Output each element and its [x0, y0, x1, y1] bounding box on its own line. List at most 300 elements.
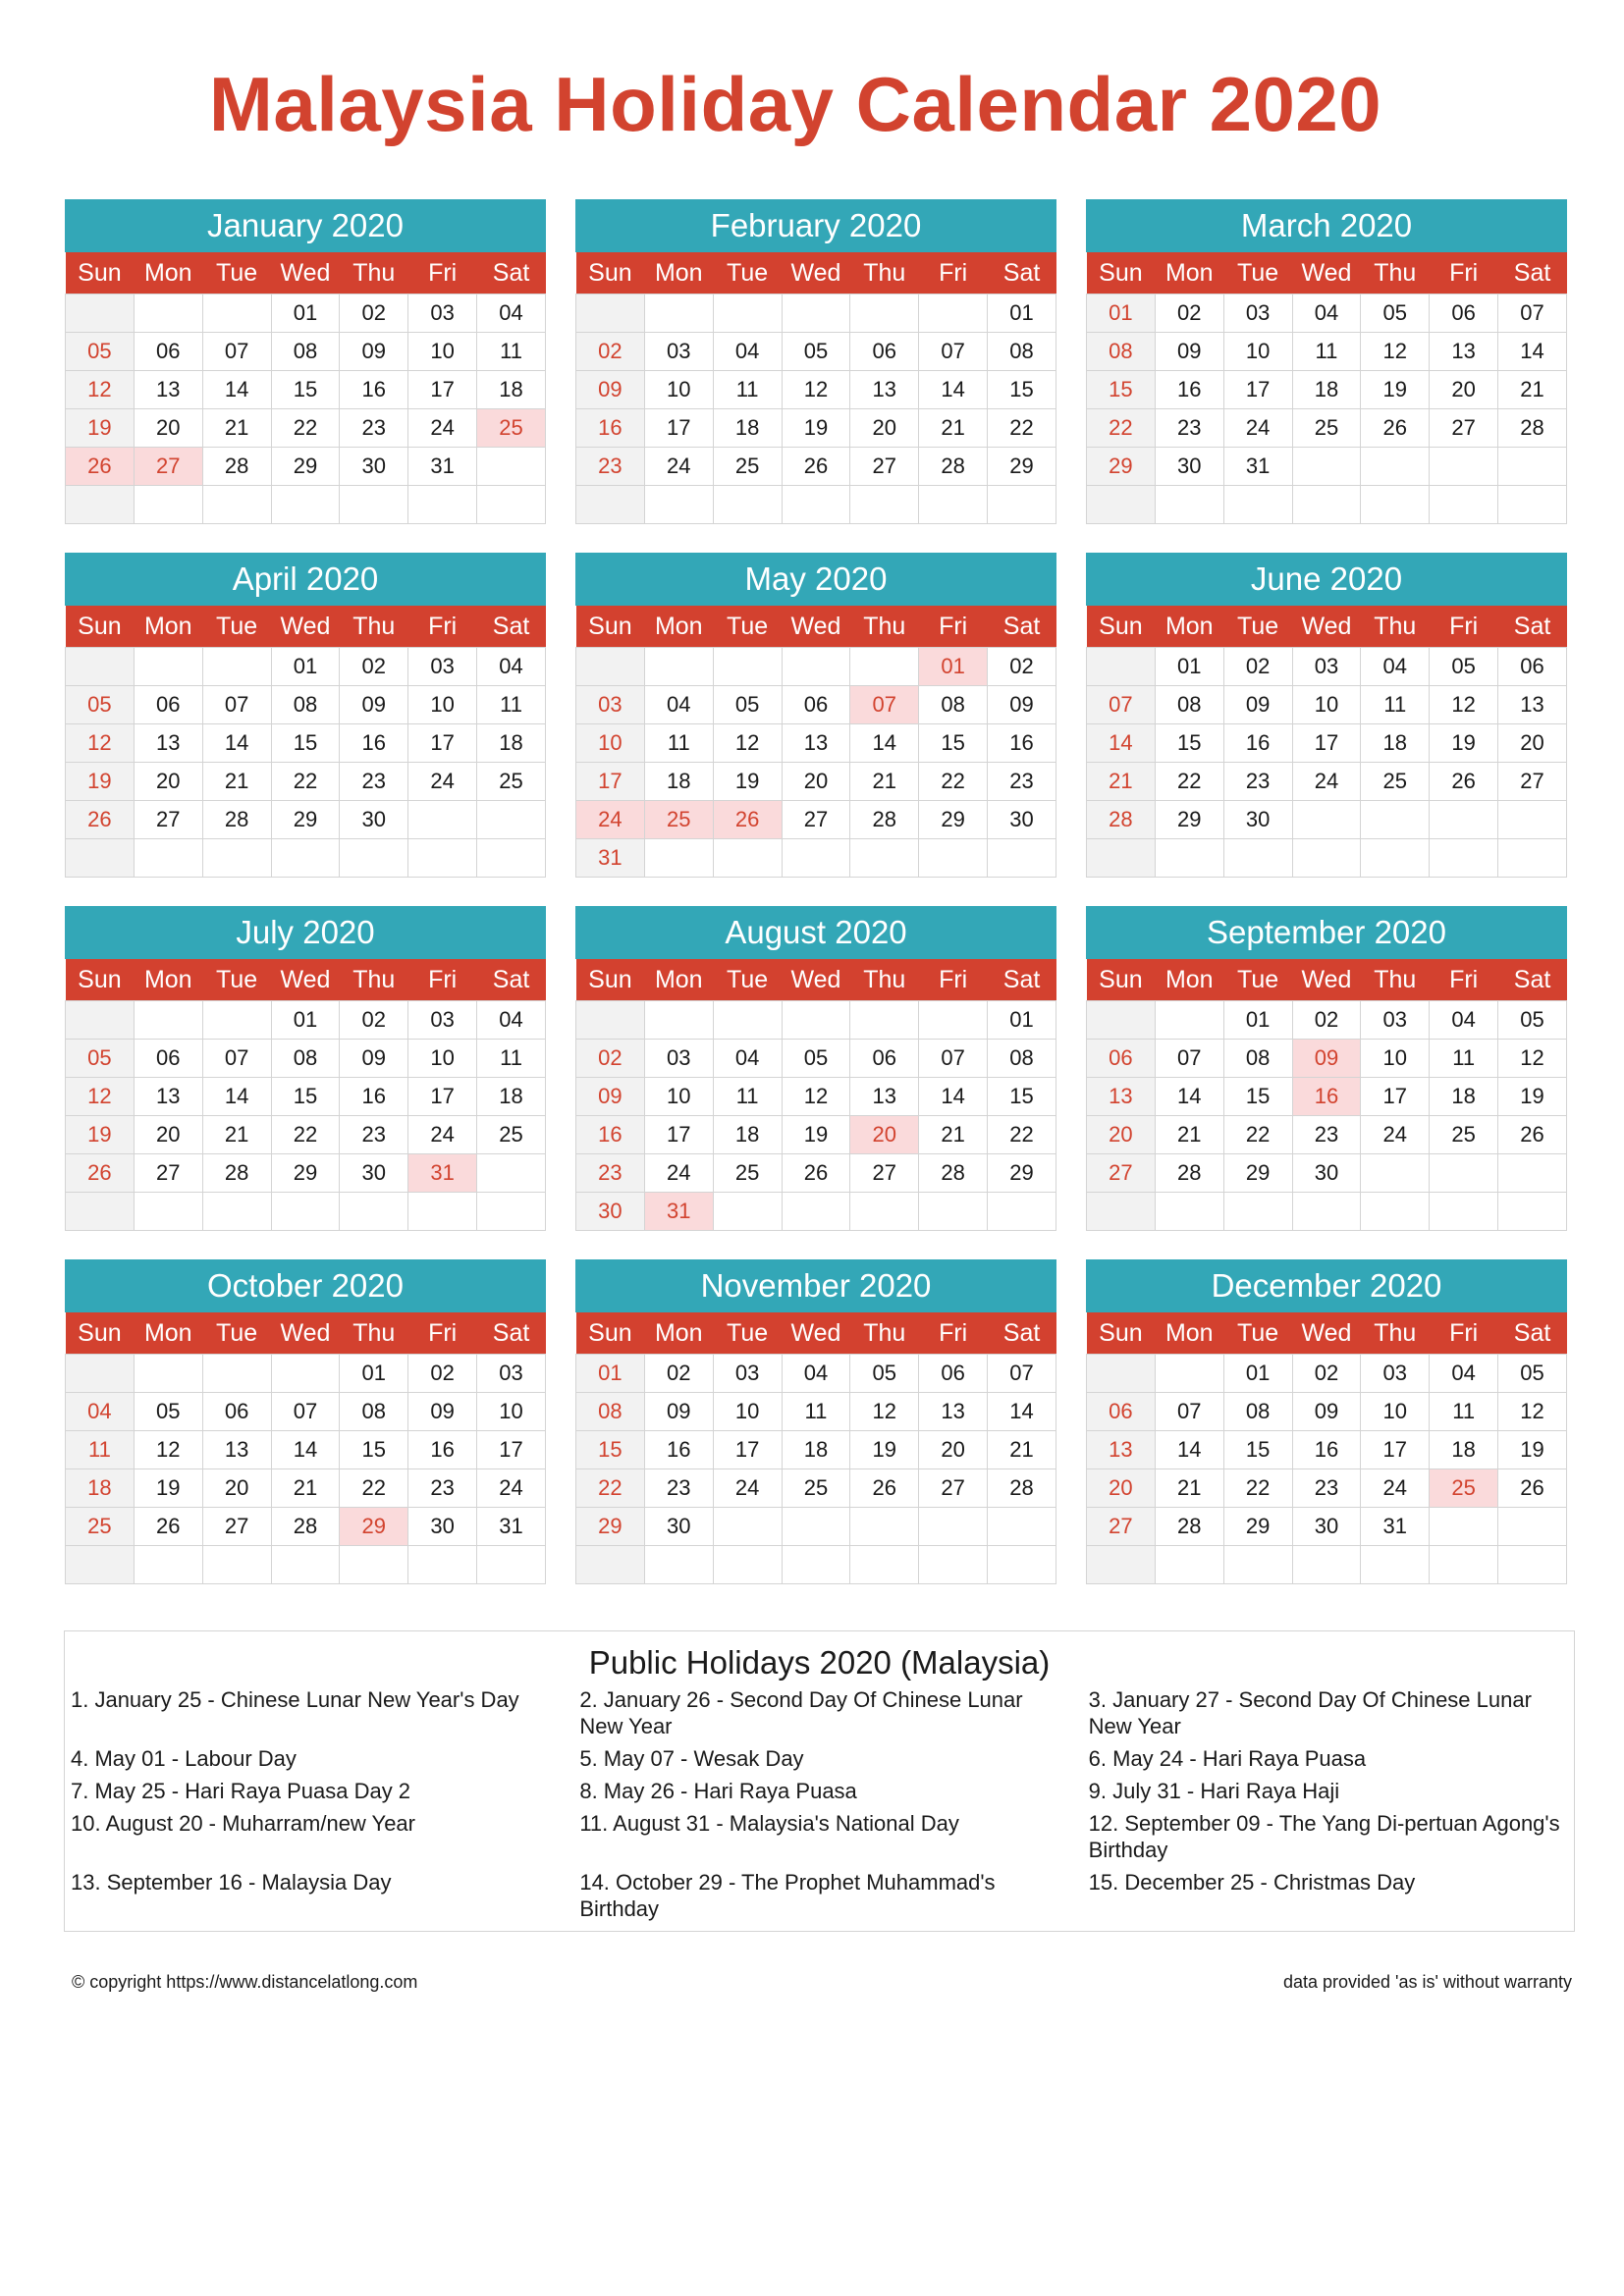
weekday-header: Sat	[477, 606, 546, 648]
month-title: January 2020	[65, 199, 546, 252]
empty-day-cell	[477, 839, 546, 878]
empty-day-cell	[1498, 448, 1567, 486]
day-cell: 26	[66, 1154, 135, 1193]
day-cell: 04	[644, 686, 713, 724]
empty-day-cell	[1292, 801, 1361, 839]
day-cell: 08	[988, 1040, 1056, 1078]
day-cell: 10	[644, 1078, 713, 1116]
weekday-header: Tue	[202, 252, 271, 294]
empty-day-cell	[919, 294, 988, 333]
month-title: November 2020	[575, 1259, 1056, 1312]
day-cell: 07	[202, 686, 271, 724]
day-cell: 01	[1223, 1001, 1292, 1040]
holiday-item: 13. September 16 - Malaysia Day	[71, 1870, 392, 1895]
empty-day-cell	[1087, 1546, 1156, 1584]
weekday-header: Fri	[919, 252, 988, 294]
day-cell: 30	[340, 801, 408, 839]
day-cell: 25	[1292, 409, 1361, 448]
day-cell: 21	[1498, 371, 1567, 409]
day-cell: 31	[408, 1154, 477, 1193]
month-calendar	[65, 199, 546, 523]
weekday-header: Thu	[850, 1312, 919, 1355]
day-cell: 22	[1155, 763, 1223, 801]
day-cell: 07	[988, 1355, 1056, 1393]
day-cell: 11	[1361, 686, 1430, 724]
day-cell: 02	[340, 648, 408, 686]
empty-day-cell	[1087, 1001, 1156, 1040]
day-cell: 18	[1430, 1431, 1498, 1469]
day-cell: 04	[477, 648, 546, 686]
day-cell: 26	[66, 448, 135, 486]
day-cell: 15	[271, 1078, 340, 1116]
day-cell: 25	[1430, 1469, 1498, 1508]
day-cell: 12	[66, 1078, 135, 1116]
weekday-header: Sat	[477, 959, 546, 1001]
day-cell: 07	[202, 333, 271, 371]
day-cell: 07	[1087, 686, 1156, 724]
weekday-header: Wed	[782, 959, 850, 1001]
month-grid	[575, 606, 1056, 878]
empty-day-cell	[134, 294, 202, 333]
day-cell: 06	[1087, 1393, 1156, 1431]
holiday-item: 15. December 25 - Christmas Day	[1088, 1870, 1416, 1895]
day-cell: 24	[408, 1116, 477, 1154]
weekday-header: Sun	[1087, 1312, 1156, 1355]
empty-day-cell	[134, 648, 202, 686]
day-cell: 09	[1292, 1040, 1361, 1078]
weekday-header: Mon	[134, 959, 202, 1001]
empty-day-cell	[713, 294, 782, 333]
weekday-header: Sun	[576, 252, 645, 294]
empty-day-cell	[477, 1154, 546, 1193]
day-cell: 29	[271, 1154, 340, 1193]
day-cell: 08	[271, 1040, 340, 1078]
day-cell: 15	[1155, 724, 1223, 763]
empty-day-cell	[477, 801, 546, 839]
day-cell: 17	[1361, 1078, 1430, 1116]
empty-day-cell	[477, 448, 546, 486]
day-cell: 16	[1292, 1078, 1361, 1116]
day-cell: 26	[850, 1469, 919, 1508]
empty-day-cell	[1430, 801, 1498, 839]
day-cell: 31	[477, 1508, 546, 1546]
holiday-item: 5. May 07 - Wesak Day	[579, 1746, 804, 1771]
holiday-item: 11. August 31 - Malaysia's National Day	[579, 1811, 959, 1836]
day-cell: 21	[988, 1431, 1056, 1469]
weekday-header: Mon	[1155, 959, 1223, 1001]
day-cell: 18	[713, 1116, 782, 1154]
month-calendar	[575, 199, 1056, 523]
month-title: October 2020	[65, 1259, 546, 1312]
day-cell: 05	[782, 333, 850, 371]
day-cell: 12	[1430, 686, 1498, 724]
day-cell: 02	[576, 333, 645, 371]
day-cell: 31	[644, 1193, 713, 1231]
day-cell: 10	[576, 724, 645, 763]
day-cell: 11	[1430, 1393, 1498, 1431]
month-calendar	[575, 1259, 1056, 1583]
day-cell: 01	[919, 648, 988, 686]
day-cell: 06	[202, 1393, 271, 1431]
empty-day-cell	[644, 1001, 713, 1040]
day-cell: 11	[782, 1393, 850, 1431]
day-cell: 25	[644, 801, 713, 839]
day-cell: 24	[1223, 409, 1292, 448]
empty-day-cell	[1223, 1193, 1292, 1231]
day-cell: 23	[1292, 1116, 1361, 1154]
empty-day-cell	[202, 1001, 271, 1040]
day-cell: 21	[919, 409, 988, 448]
day-cell: 07	[919, 333, 988, 371]
day-cell: 23	[340, 409, 408, 448]
day-cell: 27	[850, 1154, 919, 1193]
day-cell: 12	[782, 371, 850, 409]
day-cell: 02	[1292, 1355, 1361, 1393]
weekday-header: Fri	[408, 959, 477, 1001]
month-grid	[1086, 252, 1567, 524]
day-cell: 06	[850, 1040, 919, 1078]
day-cell: 26	[782, 1154, 850, 1193]
day-cell: 23	[1155, 409, 1223, 448]
day-cell: 14	[850, 724, 919, 763]
empty-day-cell	[134, 839, 202, 878]
day-cell: 01	[1155, 648, 1223, 686]
day-cell: 09	[340, 686, 408, 724]
day-cell: 06	[1430, 294, 1498, 333]
empty-day-cell	[271, 486, 340, 524]
day-cell: 13	[782, 724, 850, 763]
weekday-header: Mon	[644, 1312, 713, 1355]
day-cell: 10	[644, 371, 713, 409]
empty-day-cell	[408, 1193, 477, 1231]
weekday-header: Mon	[134, 606, 202, 648]
empty-day-cell	[1155, 1355, 1223, 1393]
day-cell: 07	[271, 1393, 340, 1431]
day-cell: 16	[576, 1116, 645, 1154]
day-cell: 22	[576, 1469, 645, 1508]
weekday-header: Wed	[271, 606, 340, 648]
day-cell: 03	[1361, 1001, 1430, 1040]
empty-day-cell	[713, 1546, 782, 1584]
day-cell: 26	[713, 801, 782, 839]
day-cell: 07	[1155, 1040, 1223, 1078]
day-cell: 15	[340, 1431, 408, 1469]
day-cell: 11	[66, 1431, 135, 1469]
empty-day-cell	[1155, 839, 1223, 878]
day-cell: 18	[782, 1431, 850, 1469]
day-cell: 13	[850, 371, 919, 409]
empty-day-cell	[988, 839, 1056, 878]
day-cell: 29	[1155, 801, 1223, 839]
month-calendar	[65, 1259, 546, 1583]
day-cell: 05	[1498, 1001, 1567, 1040]
day-cell: 12	[1498, 1040, 1567, 1078]
day-cell: 01	[271, 648, 340, 686]
empty-day-cell	[713, 1193, 782, 1231]
day-cell: 11	[713, 1078, 782, 1116]
day-cell: 12	[66, 724, 135, 763]
empty-day-cell	[1430, 1154, 1498, 1193]
empty-day-cell	[134, 1355, 202, 1393]
day-cell: 29	[271, 448, 340, 486]
weekday-header: Thu	[1361, 1312, 1430, 1355]
day-cell: 24	[1361, 1469, 1430, 1508]
weekday-header: Mon	[1155, 252, 1223, 294]
day-cell: 17	[408, 724, 477, 763]
empty-day-cell	[919, 839, 988, 878]
day-cell: 14	[202, 371, 271, 409]
weekday-header: Tue	[1223, 252, 1292, 294]
empty-day-cell	[850, 1508, 919, 1546]
day-cell: 13	[919, 1393, 988, 1431]
empty-day-cell	[1430, 448, 1498, 486]
empty-day-cell	[1087, 648, 1156, 686]
empty-day-cell	[340, 486, 408, 524]
day-cell: 19	[66, 409, 135, 448]
day-cell: 03	[408, 294, 477, 333]
month-title: September 2020	[1086, 906, 1567, 959]
empty-day-cell	[1430, 1193, 1498, 1231]
day-cell: 30	[340, 448, 408, 486]
empty-day-cell	[919, 486, 988, 524]
day-cell: 08	[271, 686, 340, 724]
day-cell: 20	[1430, 371, 1498, 409]
empty-day-cell	[66, 486, 135, 524]
day-cell: 27	[202, 1508, 271, 1546]
empty-day-cell	[850, 1546, 919, 1584]
day-cell: 29	[271, 801, 340, 839]
day-cell: 21	[202, 409, 271, 448]
day-cell: 25	[1430, 1116, 1498, 1154]
day-cell: 05	[713, 686, 782, 724]
day-cell: 20	[134, 763, 202, 801]
empty-day-cell	[408, 486, 477, 524]
day-cell: 13	[850, 1078, 919, 1116]
empty-day-cell	[919, 1193, 988, 1231]
day-cell: 06	[134, 1040, 202, 1078]
day-cell: 20	[850, 1116, 919, 1154]
weekday-header: Tue	[713, 252, 782, 294]
weekday-header: Tue	[202, 606, 271, 648]
day-cell: 26	[1498, 1469, 1567, 1508]
day-cell: 22	[1087, 409, 1156, 448]
day-cell: 01	[271, 294, 340, 333]
day-cell: 04	[713, 333, 782, 371]
empty-day-cell	[134, 486, 202, 524]
empty-day-cell	[1430, 839, 1498, 878]
month-grid	[65, 606, 546, 878]
day-cell: 02	[408, 1355, 477, 1393]
month-grid	[65, 959, 546, 1231]
weekday-header: Sun	[66, 1312, 135, 1355]
day-cell: 21	[202, 1116, 271, 1154]
day-cell: 23	[576, 448, 645, 486]
empty-day-cell	[850, 1001, 919, 1040]
day-cell: 14	[1155, 1431, 1223, 1469]
day-cell: 13	[134, 1078, 202, 1116]
day-cell: 09	[1155, 333, 1223, 371]
day-cell: 22	[271, 763, 340, 801]
holiday-item: 1. January 25 - Chinese Lunar New Year's Day	[71, 1687, 519, 1712]
day-cell: 25	[713, 448, 782, 486]
day-cell: 24	[477, 1469, 546, 1508]
empty-day-cell	[1498, 839, 1567, 878]
day-cell: 28	[1087, 801, 1156, 839]
day-cell: 22	[1223, 1469, 1292, 1508]
day-cell: 01	[340, 1355, 408, 1393]
weekday-header: Sun	[576, 1312, 645, 1355]
day-cell: 17	[408, 1078, 477, 1116]
holiday-item: 6. May 24 - Hari Raya Puasa	[1088, 1746, 1367, 1771]
holiday-item: 8. May 26 - Hari Raya Puasa	[579, 1779, 857, 1803]
day-cell: 19	[1498, 1431, 1567, 1469]
month-title: December 2020	[1086, 1259, 1567, 1312]
day-cell: 15	[988, 371, 1056, 409]
day-cell: 24	[408, 763, 477, 801]
weekday-header: Mon	[644, 252, 713, 294]
day-cell: 26	[1361, 409, 1430, 448]
weekday-header: Thu	[850, 959, 919, 1001]
empty-day-cell	[1361, 1546, 1430, 1584]
day-cell: 13	[1430, 333, 1498, 371]
day-cell: 28	[850, 801, 919, 839]
day-cell: 19	[66, 1116, 135, 1154]
empty-day-cell	[1155, 1193, 1223, 1231]
day-cell: 05	[782, 1040, 850, 1078]
day-cell: 27	[782, 801, 850, 839]
weekday-header: Sun	[576, 606, 645, 648]
day-cell: 31	[576, 839, 645, 878]
day-cell: 31	[1223, 448, 1292, 486]
day-cell: 02	[340, 1001, 408, 1040]
weekday-header: Thu	[1361, 252, 1430, 294]
day-cell: 25	[1361, 763, 1430, 801]
weekday-header: Mon	[134, 1312, 202, 1355]
day-cell: 17	[477, 1431, 546, 1469]
weekday-header: Tue	[202, 1312, 271, 1355]
empty-day-cell	[202, 648, 271, 686]
day-cell: 07	[202, 1040, 271, 1078]
day-cell: 03	[477, 1355, 546, 1393]
weekday-header: Sat	[1498, 959, 1567, 1001]
weekday-header: Sat	[477, 1312, 546, 1355]
day-cell: 03	[408, 648, 477, 686]
month-calendar	[65, 906, 546, 1230]
day-cell: 30	[644, 1508, 713, 1546]
empty-day-cell	[408, 1546, 477, 1584]
month-grid	[65, 1312, 546, 1584]
day-cell: 22	[271, 1116, 340, 1154]
day-cell: 06	[782, 686, 850, 724]
day-cell: 24	[1292, 763, 1361, 801]
weekday-header: Tue	[202, 959, 271, 1001]
weekday-header: Sun	[576, 959, 645, 1001]
day-cell: 30	[1155, 448, 1223, 486]
empty-day-cell	[1498, 801, 1567, 839]
day-cell: 17	[576, 763, 645, 801]
day-cell: 20	[134, 409, 202, 448]
day-cell: 14	[919, 371, 988, 409]
day-cell: 23	[340, 1116, 408, 1154]
day-cell: 14	[202, 1078, 271, 1116]
day-cell: 09	[1292, 1393, 1361, 1431]
day-cell: 04	[713, 1040, 782, 1078]
weekday-header: Thu	[340, 252, 408, 294]
day-cell: 12	[1361, 333, 1430, 371]
day-cell: 05	[1361, 294, 1430, 333]
month-calendar	[1086, 553, 1567, 877]
day-cell: 07	[850, 686, 919, 724]
empty-day-cell	[988, 1193, 1056, 1231]
holiday-item: 3. January 27 - Second Day Of Chinese Lunar New Year	[1088, 1687, 1532, 1738]
weekday-header: Sun	[66, 252, 135, 294]
weekday-header: Thu	[850, 252, 919, 294]
day-cell: 23	[1223, 763, 1292, 801]
day-cell: 08	[988, 333, 1056, 371]
day-cell: 08	[1223, 1040, 1292, 1078]
day-cell: 10	[1292, 686, 1361, 724]
day-cell: 16	[644, 1431, 713, 1469]
month-grid	[65, 252, 546, 524]
month-calendar	[575, 553, 1056, 877]
weekday-header: Sat	[988, 959, 1056, 1001]
day-cell: 20	[202, 1469, 271, 1508]
empty-day-cell	[782, 1001, 850, 1040]
day-cell: 21	[850, 763, 919, 801]
weekday-header: Sat	[988, 252, 1056, 294]
day-cell: 11	[713, 371, 782, 409]
empty-day-cell	[713, 1508, 782, 1546]
day-cell: 21	[1155, 1469, 1223, 1508]
empty-day-cell	[271, 1355, 340, 1393]
empty-day-cell	[477, 1193, 546, 1231]
empty-day-cell	[1155, 1001, 1223, 1040]
empty-day-cell	[66, 294, 135, 333]
day-cell: 27	[850, 448, 919, 486]
day-cell: 27	[1087, 1154, 1156, 1193]
day-cell: 05	[66, 1040, 135, 1078]
month-calendar	[575, 906, 1056, 1230]
day-cell: 11	[477, 686, 546, 724]
empty-day-cell	[1498, 486, 1567, 524]
empty-day-cell	[1292, 1546, 1361, 1584]
day-cell: 05	[1430, 648, 1498, 686]
month-calendar	[1086, 906, 1567, 1230]
holiday-list	[65, 1684, 1574, 1922]
day-cell: 25	[477, 1116, 546, 1154]
day-cell: 09	[988, 686, 1056, 724]
day-cell: 30	[340, 1154, 408, 1193]
day-cell: 25	[477, 409, 546, 448]
day-cell: 23	[1292, 1469, 1361, 1508]
day-cell: 03	[576, 686, 645, 724]
day-cell: 03	[644, 1040, 713, 1078]
page-title: Malaysia Holiday Calendar 2020	[208, 61, 1382, 147]
day-cell: 12	[782, 1078, 850, 1116]
day-cell: 18	[644, 763, 713, 801]
day-cell: 29	[988, 448, 1056, 486]
holiday-item: 12. September 09 - The Yang Di-pertuan Agong's Birthday	[1088, 1811, 1560, 1862]
weekday-header: Fri	[919, 606, 988, 648]
day-cell: 28	[271, 1508, 340, 1546]
day-cell: 25	[713, 1154, 782, 1193]
empty-day-cell	[477, 486, 546, 524]
day-cell: 18	[1292, 371, 1361, 409]
day-cell: 03	[1223, 294, 1292, 333]
day-cell: 29	[988, 1154, 1056, 1193]
day-cell: 24	[713, 1469, 782, 1508]
empty-day-cell	[1498, 1154, 1567, 1193]
